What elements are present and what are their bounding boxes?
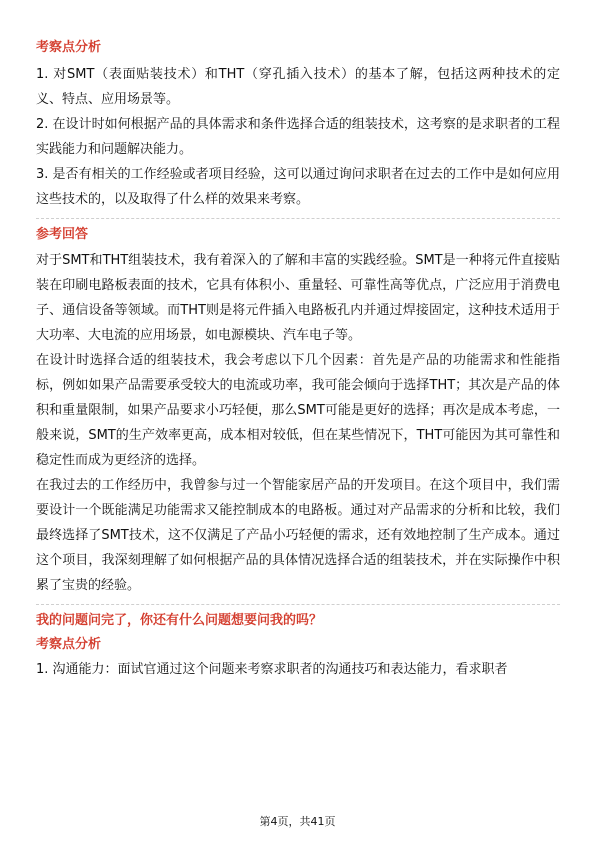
section-heading-analysis: 考察点分析 <box>36 40 102 55</box>
section-heading-answer: 参考回答 <box>36 227 89 242</box>
answer-paragraph-1: 对于SMT和THT组装技术，我有着深入的了解和丰富的实践经验。SMT是一种将元件直接贴装在印刷电路板表面的技术，它具有体积小、重量轻、可靠性高等优点，广泛应用于消费电子、通信设备等领域。而THT则是将元件插入电路板孔内并通过焊接固定，这种技术适用于大功率、大电流的应用场景，如电源模块、汽车电子等。 <box>36 253 560 343</box>
question-heading: 我的问题问完了，你还有什么问题想要问我的吗？ <box>36 613 323 628</box>
analysis-item-1-next: 1. 沟通能力：面试官通过这个问题来考察求职者的沟通技巧和表达能力，看求职者 <box>36 662 508 677</box>
answer-paragraph-2: 在设计时选择合适的组装技术，我会考虑以下几个因素：首先是产品的功能需求和性能指标，例如如果产品需要承受较大的电流或功率，我可能会倾向于选择THT；其次是产品的体积和重量限制，如果产品要求小巧轻便，那么SMT可能是更好的选择；再次是成本考虑，一般来说，SMT的生产效率更高，成本相对较低，但在某些情况下，THT可能因为其可靠性和稳定性而成为更经济的选择。 <box>36 353 560 468</box>
document-page <box>36 36 560 682</box>
analysis-item-3: 3. 是否有相关的工作经验或者项目经验，这可以通过询问求职者在过去的工作中是如何应用这些技术的，以及取得了什么样的效果来考察。 <box>36 167 560 207</box>
section-divider <box>36 218 560 219</box>
analysis-item-2: 2. 在设计时如何根据产品的具体需求和条件选择合适的组装技术，这考察的是求职者的工程实践能力和问题解决能力。 <box>36 117 560 157</box>
section-divider <box>36 604 560 605</box>
analysis-item-1: 1. 对SMT（表面贴装技术）和THT（穿孔插入技术）的基本了解，包括这两种技术的定义、特点、应用场景等。 <box>36 67 560 107</box>
answer-paragraph-3: 在我过去的工作经历中，我曾参与过一个智能家居产品的开发项目。在这个项目中，我们需要设计一个既能满足功能需求又能控制成本的电路板。通过对产品需求的分析和比较，我们最终选择了SMT技术，这不仅满足了产品小巧轻便的需求，还有效地控制了生产成本。通过这个项目，我深刻理解了如何根据产品的具体情况选择合适的组装技术，并在实际操作中积累了宝贵的经验。 <box>36 478 560 593</box>
section-heading-analysis-2: 考察点分析 <box>36 637 102 652</box>
page-number: 第4页，共41页 <box>259 815 336 828</box>
